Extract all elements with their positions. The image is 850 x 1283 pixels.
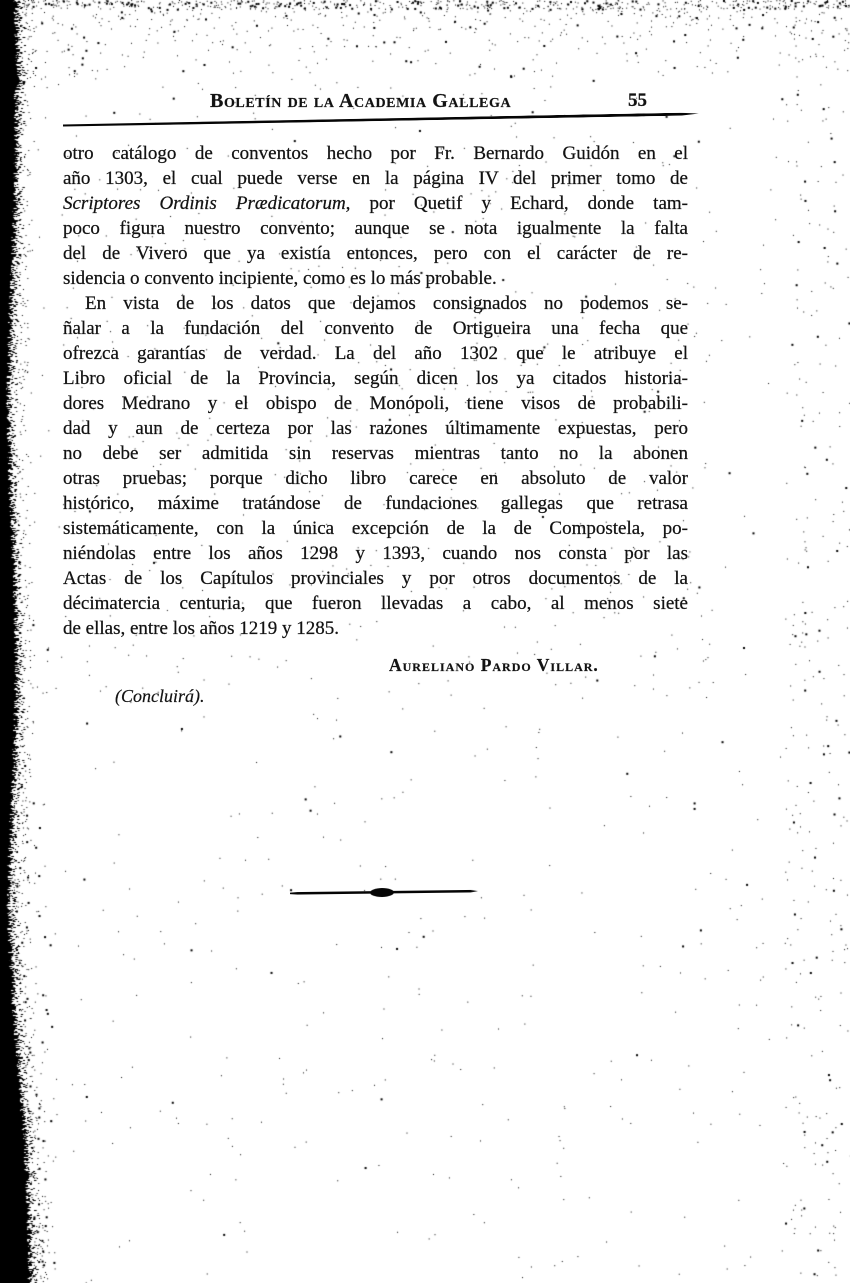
text-line: del de Vivero que ya existía entonces, pero con el carácter de re-: [63, 243, 688, 264]
running-title: Boletín de la Academia Gallega: [210, 90, 512, 112]
text-line: dores Medrano y el obispo de Monópoli, tiene visos de probabili-: [63, 393, 688, 414]
text-line: En vista de los datos que dejamos consignados no podemos se-: [85, 293, 688, 314]
text-line: [63, 191, 688, 216]
text-line: año 1303, el cual puede verse en la página IV del primer tomo de: [63, 168, 688, 189]
text-line: ofrezca garantías de verdad. La del año 1302 que le atribuye el: [63, 343, 688, 364]
text-segment: por Quetif y Echard, donde tam-: [350, 193, 689, 214]
text-line: sidencia o convento incipiente, como es lo más probable.: [63, 268, 497, 289]
text-line: otras pruebas; porque dicho libro carece en absoluto de valor: [63, 468, 688, 489]
text-line: ñalar a la fundación del convento de Ortigueira una fecha que: [63, 318, 688, 339]
footnote: (Concluirá).: [115, 686, 205, 706]
page-number: 55: [628, 90, 647, 111]
text-line: décimatercia centuria, que fueron llevadas a cabo, al menos siete: [63, 593, 688, 614]
italic-book-title: Scriptores Ordinis Prædicatorum,: [63, 193, 351, 214]
divider-diamond: [370, 888, 394, 897]
text-line: otro catálogo de conventos hecho por Fr. Bernardo Guidón en el: [63, 143, 688, 164]
section-divider: [290, 885, 478, 899]
text-line: no debe ser admitida sin reservas mientras tanto no la abonen: [63, 443, 688, 464]
text-line: niéndolas entre los años 1298 y 1393, cuando nos consta por las: [63, 543, 688, 564]
text-line: Actas de los Capítulos provinciales y por otros documentos de la: [63, 568, 688, 589]
text-line: de ellas, entre los años 1219 y 1285.: [63, 618, 339, 639]
text-line: poco figura nuestro convento; aunque se nota igualmente la falta: [63, 218, 688, 239]
text-line: dad y aun de certeza por las razones últimamente expuestas, pero: [63, 418, 688, 439]
signature: Aureliano Pardo Villar.: [389, 655, 599, 675]
text-line: sistemáticamente, con la única excepción de la de Compostela, po-: [63, 518, 688, 539]
text-line: Libro oficial de la Provincia, según dicen los ya citados historia-: [63, 368, 688, 389]
body-text: [63, 141, 688, 641]
text-line: histórico, máxime tratándose de fundaciones gallegas que retrasa: [63, 493, 688, 514]
